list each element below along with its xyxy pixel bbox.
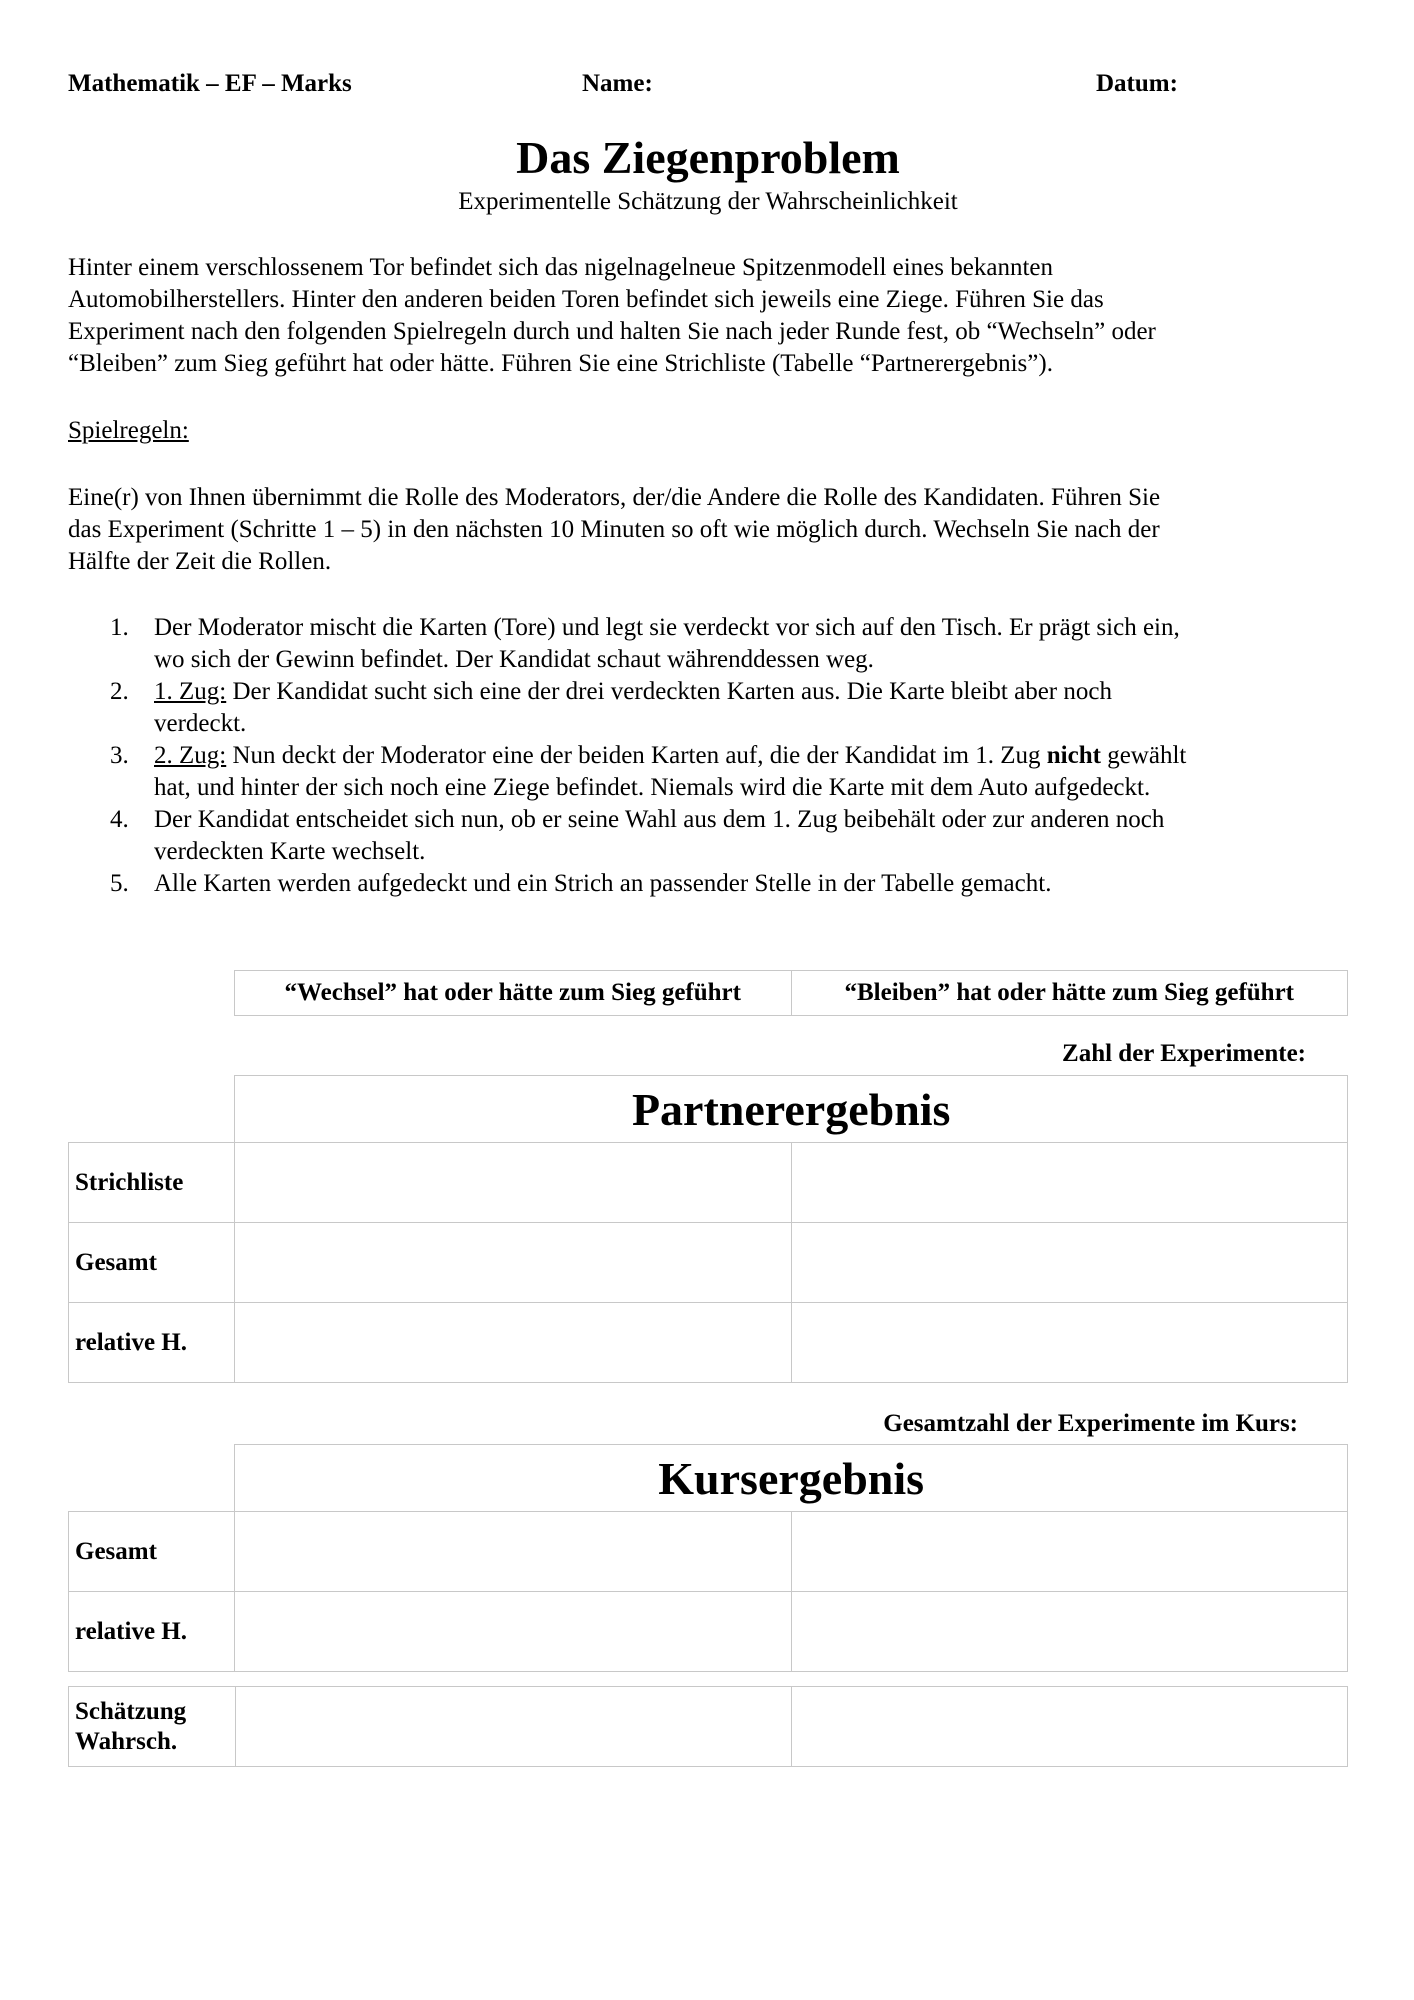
intro-line: “Bleiben” zum Sieg geführt hat oder hätte. Führen Sie eine Strichliste (Tabelle “Partnerergebnis”). bbox=[68, 350, 1053, 377]
estimate-stay-cell[interactable] bbox=[791, 1687, 1347, 1767]
step-text: Der Kandidat sucht sich eine der drei verdeckten Karten aus. Die Karte bleibt aber noch bbox=[226, 678, 1112, 705]
course-result-table bbox=[68, 1444, 1348, 1672]
rules-intro-line: Hälfte der Zeit die Rollen. bbox=[68, 548, 332, 575]
worksheet-header bbox=[68, 70, 1348, 104]
estimate-label-line: Wahrsch. bbox=[75, 1727, 178, 1755]
date-label: Datum: bbox=[1096, 70, 1178, 97]
total-stay-cell[interactable] bbox=[791, 1223, 1347, 1303]
row-label-estimate bbox=[69, 1687, 236, 1767]
step-number: 4. bbox=[110, 806, 129, 833]
step-text: verdeckt. bbox=[154, 710, 247, 737]
intro-paragraph bbox=[68, 252, 1348, 380]
step-item bbox=[68, 612, 1348, 676]
tally-switch-cell[interactable] bbox=[235, 1143, 791, 1223]
row-label-total: Gesamt bbox=[69, 1223, 235, 1303]
course-relative-stay-cell[interactable] bbox=[791, 1592, 1347, 1672]
row-label-relative-frequency: relative H. bbox=[69, 1303, 235, 1383]
course-experiment-count-label: Gesamtzahl der Experimente im Kurs: bbox=[883, 1410, 1298, 1437]
step-emphasis: nicht bbox=[1046, 742, 1101, 769]
step-prefix: 1. Zug: bbox=[154, 678, 227, 705]
step-prefix: 2. Zug: bbox=[154, 742, 227, 769]
relative-stay-cell[interactable] bbox=[791, 1303, 1347, 1383]
row-label-tally: Strichliste bbox=[69, 1143, 235, 1223]
steps-list bbox=[68, 612, 1348, 900]
step-number: 1. bbox=[110, 614, 129, 641]
step-text: verdeckten Karte wechselt. bbox=[154, 838, 426, 865]
page-subtitle: Experimentelle Schätzung der Wahrscheinlichkeit bbox=[458, 188, 958, 215]
step-item bbox=[68, 868, 1348, 900]
estimate-table bbox=[68, 1686, 1348, 1767]
partner-result-title: Partnerergebnis bbox=[235, 1076, 1348, 1143]
partner-result-table bbox=[68, 1075, 1348, 1383]
intro-line: Hinter einem verschlossenem Tor befindet sich das nigelnagelneue Spitzenmodell eines bekannten bbox=[68, 254, 1053, 281]
total-switch-cell[interactable] bbox=[235, 1223, 791, 1303]
step-number: 5. bbox=[110, 870, 129, 897]
step-item bbox=[68, 804, 1348, 868]
rules-heading: Spielregeln: bbox=[68, 417, 189, 444]
row-label-total: Gesamt bbox=[69, 1512, 235, 1592]
estimate-switch-cell[interactable] bbox=[235, 1687, 791, 1767]
step-number: 2. bbox=[110, 678, 129, 705]
empty-corner bbox=[69, 1445, 235, 1512]
step-number: 3. bbox=[110, 742, 129, 769]
course-total-stay-cell[interactable] bbox=[791, 1512, 1347, 1592]
step-text: Der Kandidat entscheidet sich nun, ob er seine Wahl aus dem 1. Zug beibehält oder zur anderen noch bbox=[154, 806, 1165, 833]
estimate-label-line: Schätzung bbox=[75, 1697, 187, 1725]
column-header-stay: “Bleiben” hat oder hätte zum Sieg geführt bbox=[791, 971, 1347, 1016]
page-title: Das Ziegenproblem bbox=[516, 132, 900, 183]
step-text: Nun deckt der Moderator eine der beiden Karten auf, die der Kandidat im 1. Zug bbox=[226, 742, 1047, 769]
course-relative-switch-cell[interactable] bbox=[235, 1592, 791, 1672]
rules-intro bbox=[68, 482, 1348, 578]
course-label: Mathematik – EF – Marks bbox=[68, 70, 352, 97]
empty-corner bbox=[69, 1076, 235, 1143]
column-header-table bbox=[234, 970, 1348, 1016]
step-text: hat, und hinter der sich noch eine Ziege befindet. Niemals wird die Karte mit dem Auto aufgedeckt. bbox=[154, 774, 1151, 801]
intro-line: Experiment nach den folgenden Spielregeln durch und halten Sie nach jeder Runde fest, ob “Wechseln” oder bbox=[68, 318, 1156, 345]
column-header-switch: “Wechsel” hat oder hätte zum Sieg geführt bbox=[235, 971, 792, 1016]
intro-line: Automobilherstellers. Hinter den anderen beiden Toren befindet sich jeweils eine Ziege. Führen Sie das bbox=[68, 286, 1104, 313]
step-item bbox=[68, 740, 1348, 804]
relative-switch-cell[interactable] bbox=[235, 1303, 791, 1383]
step-item bbox=[68, 676, 1348, 740]
course-result-title: Kursergebnis bbox=[235, 1445, 1348, 1512]
row-label-relative-frequency: relative H. bbox=[69, 1592, 235, 1672]
name-label: Name: bbox=[582, 70, 653, 97]
experiment-count-label: Zahl der Experimente: bbox=[1062, 1040, 1306, 1067]
step-text: Alle Karten werden aufgedeckt und ein Strich an passender Stelle in der Tabelle gemacht. bbox=[154, 870, 1052, 897]
course-total-switch-cell[interactable] bbox=[235, 1512, 791, 1592]
rules-intro-line: das Experiment (Schritte 1 – 5) in den nächsten 10 Minuten so oft wie möglich durch. Wechseln Sie nach der bbox=[68, 516, 1160, 543]
step-text: gewählt bbox=[1100, 742, 1187, 769]
step-text: Der Moderator mischt die Karten (Tore) und legt sie verdeckt vor sich auf den Tisch. Er prägt sich ein, bbox=[154, 614, 1180, 641]
tally-stay-cell[interactable] bbox=[791, 1143, 1347, 1223]
rules-intro-line: Eine(r) von Ihnen übernimmt die Rolle des Moderators, der/die Andere die Rolle des Kandidaten. Führen Sie bbox=[68, 484, 1161, 511]
step-text: wo sich der Gewinn befindet. Der Kandidat schaut währenddessen weg. bbox=[154, 646, 874, 673]
